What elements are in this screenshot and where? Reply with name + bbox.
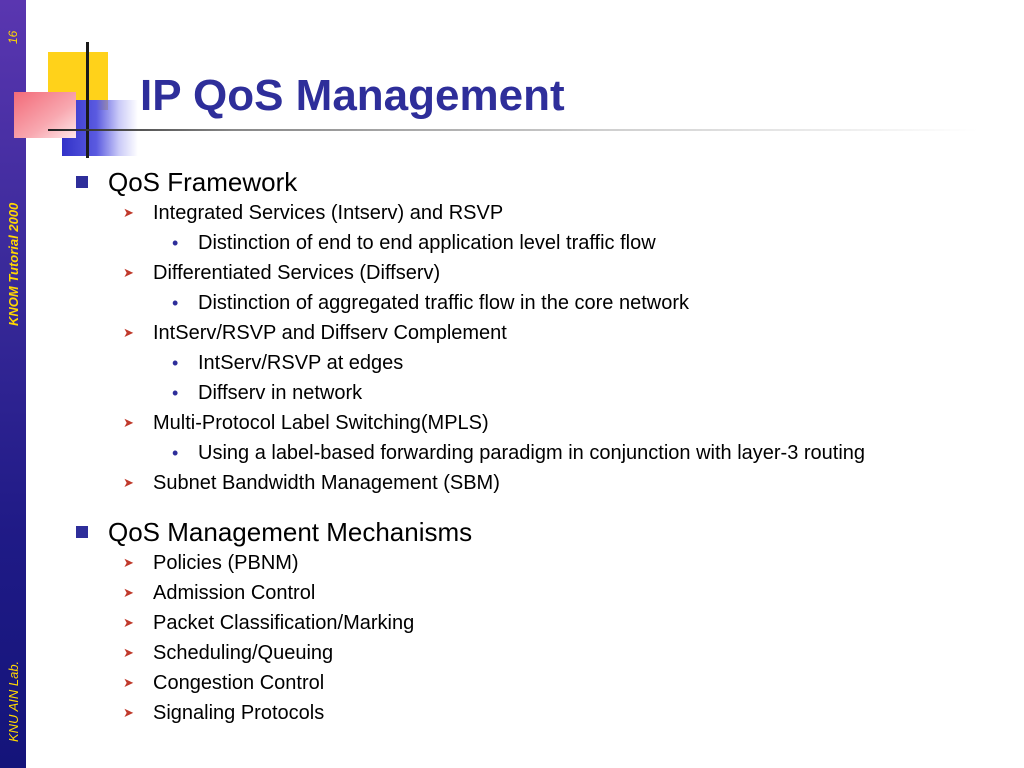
list-item-text: Congestion Control: [153, 672, 325, 694]
list-item-text: Differentiated Services (Diffserv): [153, 262, 441, 284]
list-item: [70, 408, 1010, 438]
arrow-bullet-icon: ➤: [123, 555, 134, 570]
sub-list-item-text: Using a label-based forwarding paradigm in conjunction with layer-3 routing: [198, 442, 866, 464]
list-item: [70, 698, 1010, 728]
arrow-bullet-icon: ➤: [123, 205, 134, 220]
sub-list-item: [70, 438, 1010, 468]
slide-content: [70, 166, 1010, 728]
list-item: [70, 258, 1010, 288]
list-item-text: IntServ/RSVP and Diffserv Complement: [153, 322, 507, 344]
sub-list-item: [70, 378, 1010, 408]
list-item: [70, 668, 1010, 698]
list-item: [70, 318, 1010, 348]
sub-list-item: [70, 288, 1010, 318]
list-item: [70, 468, 1010, 498]
section-heading: [70, 166, 1010, 198]
arrow-bullet-icon: ➤: [123, 475, 134, 490]
list-item-text: Policies (PBNM): [153, 552, 299, 574]
sub-list-item-text: Diffserv in network: [198, 382, 363, 404]
list-item: [70, 638, 1010, 668]
horizontal-rule: [48, 129, 978, 131]
dot-bullet-icon: •: [172, 443, 179, 463]
arrow-bullet-icon: ➤: [123, 615, 134, 630]
red-square-decoration: [14, 92, 76, 138]
page-number: 16: [6, 30, 20, 44]
sub-list-item-text: Distinction of aggregated traffic flow in the core network: [198, 292, 689, 314]
arrow-bullet-icon: ➤: [123, 325, 134, 340]
arrow-bullet-icon: ➤: [123, 415, 134, 430]
section-heading-text: QoS Management Mechanisms: [108, 517, 473, 547]
arrow-bullet-icon: ➤: [123, 585, 134, 600]
side-lab-label: KNU AIN Lab.: [6, 660, 21, 742]
square-bullet-icon: [76, 176, 88, 188]
sub-list-item: [70, 348, 1010, 378]
list-item: [70, 608, 1010, 638]
dot-bullet-icon: •: [172, 233, 179, 253]
list-item-text: Scheduling/Queuing: [153, 642, 334, 664]
sub-list-item: [70, 228, 1010, 258]
side-title: KNOM Tutorial 2000: [6, 202, 21, 326]
arrow-bullet-icon: ➤: [123, 265, 134, 280]
section-spacer: [70, 498, 1010, 516]
dot-bullet-icon: •: [172, 383, 179, 403]
list-item-text: Packet Classification/Marking: [153, 612, 415, 634]
arrow-bullet-icon: ➤: [123, 705, 134, 720]
vertical-rule: [86, 42, 89, 158]
list-item: [70, 548, 1010, 578]
arrow-bullet-icon: ➤: [123, 675, 134, 690]
dot-bullet-icon: •: [172, 293, 179, 313]
list-item-text: Integrated Services (Intserv) and RSVP: [153, 202, 504, 224]
section-heading-text: QoS Framework: [108, 167, 298, 197]
sub-list-item-text: Distinction of end to end application level traffic flow: [198, 232, 656, 254]
sub-list-item-text: IntServ/RSVP at edges: [198, 352, 404, 374]
list-item-text: Signaling Protocols: [153, 702, 325, 724]
list-item: [70, 198, 1010, 228]
dot-bullet-icon: •: [172, 353, 179, 373]
list-item-text: Multi-Protocol Label Switching(MPLS): [153, 412, 489, 434]
list-item: [70, 578, 1010, 608]
square-bullet-icon: [76, 526, 88, 538]
arrow-bullet-icon: ➤: [123, 645, 134, 660]
list-item-text: Admission Control: [153, 582, 316, 604]
slide-title: IP QoS Management: [140, 71, 565, 120]
section-heading: [70, 516, 1010, 548]
list-item-text: Subnet Bandwidth Management (SBM): [153, 472, 500, 494]
